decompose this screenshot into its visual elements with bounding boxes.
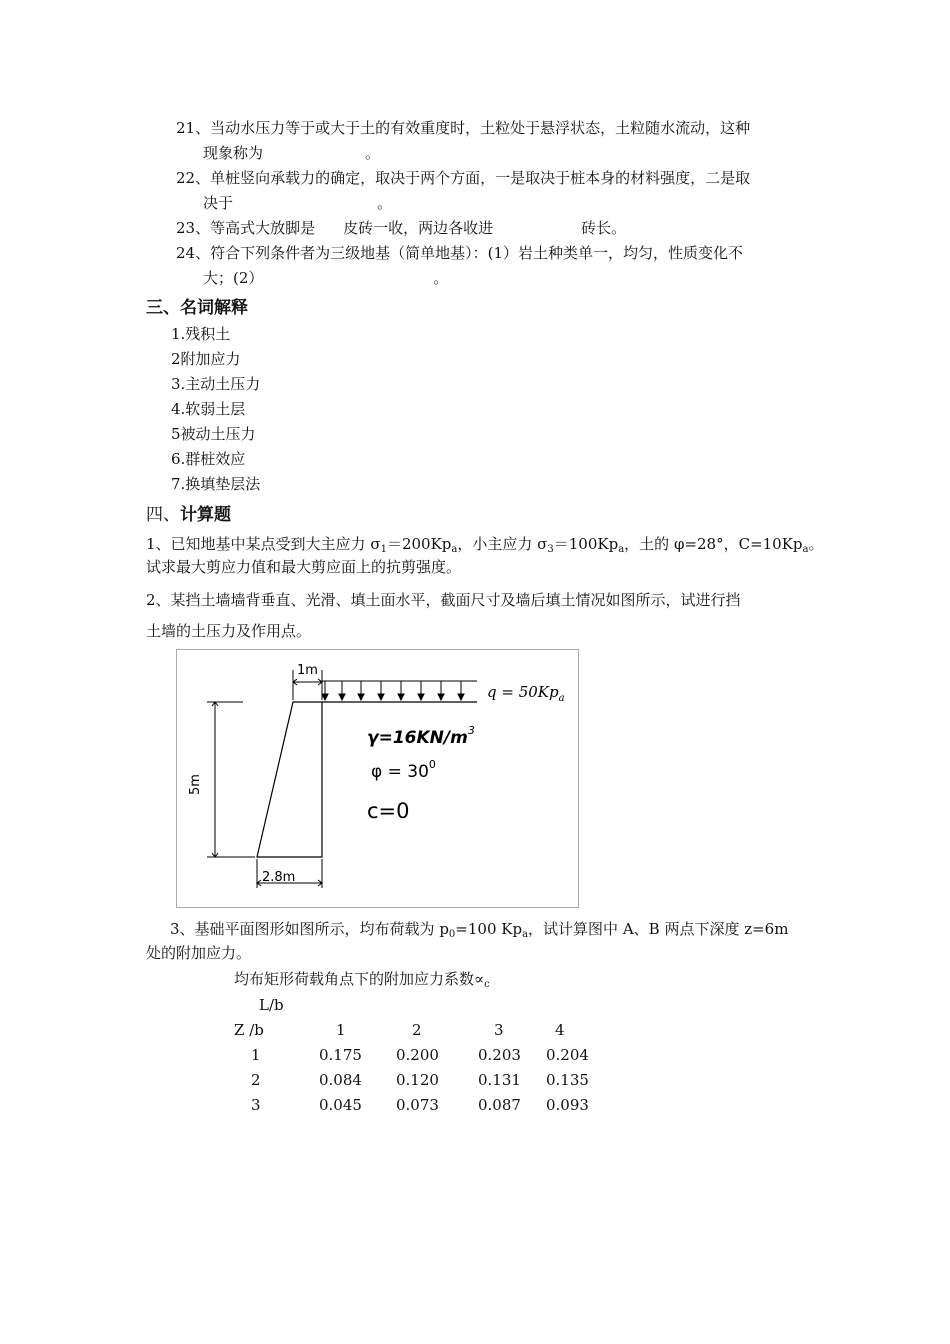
table-cell: 0.203	[478, 1046, 521, 1064]
table-col-header: 1	[336, 1021, 346, 1039]
term-item: 3.主动土压力	[171, 375, 261, 393]
height-dimension	[207, 702, 255, 857]
question-22-line2: 决于 。	[203, 194, 393, 212]
table-row-z: 3	[251, 1096, 261, 1114]
table-cell: 0.200	[396, 1046, 439, 1064]
table-caption: 均布矩形荷载角点下的附加应力系数$\propto_c$	[234, 970, 490, 990]
table-cell: 0.087	[478, 1096, 521, 1114]
term-item: 5被动土压力	[171, 425, 256, 443]
table-cell: 0.204	[546, 1046, 589, 1064]
table-col-header: 3	[494, 1021, 504, 1039]
term-item: 6.群桩效应	[171, 450, 246, 468]
section-4-title: 四、计算题	[146, 505, 231, 525]
question-21-line1: 21、当动水压力等于或大于土的有效重度时，土粒处于悬浮状态，土粒随水流动，这种	[176, 119, 751, 137]
table-cell: 0.084	[319, 1071, 362, 1089]
height-label: 5m	[188, 774, 203, 795]
table-header-lb: L/b	[259, 996, 284, 1014]
question-23: 23、等高式大放脚是 皮砖一收，两边各收进 砖长。	[176, 219, 627, 237]
section-3-title: 三、名词解释	[146, 298, 248, 318]
table-cell: 0.175	[319, 1046, 362, 1064]
calc-question-1-line2: 试求最大剪应力值和最大剪应面上的抗剪强度。	[146, 558, 462, 576]
table-col-header: 4	[555, 1021, 565, 1039]
question-21-line2: 现象称为 。	[203, 144, 381, 162]
load-label: $q = 50Kp_a$	[487, 683, 565, 704]
table-cell: 0.045	[319, 1096, 362, 1114]
table-col-header: 2	[412, 1021, 422, 1039]
term-item: 1.残积土	[171, 325, 231, 343]
friction-angle-label: $\varphi = 30^0$	[371, 758, 436, 782]
unit-weight-label: $\gamma=16KN/m^3$	[367, 724, 475, 748]
calc-question-2-line1: 2、某挡土墙墙背垂直、光滑、填土面水平，截面尺寸及墙后填土情况如图所示，试进行挡	[146, 591, 741, 609]
question-22-line1: 22、单桩竖向承载力的确定，取决于两个方面，一是取决于桩本身的材料强度，二是取	[176, 169, 751, 187]
term-item: 7.换填垫层法	[171, 475, 261, 493]
table-cell: 0.120	[396, 1071, 439, 1089]
wall-shape	[257, 702, 322, 857]
table-cell: 0.135	[546, 1071, 589, 1089]
load-arrows	[322, 681, 464, 700]
question-24-line2: 大；(2） 。	[203, 269, 449, 287]
calc-question-2-line2: 土墙的土压力及作用点。	[146, 622, 312, 640]
table-row-z: 2	[251, 1071, 261, 1089]
top-width-label: 1m	[297, 663, 318, 678]
retaining-wall-diagram	[176, 649, 579, 908]
table-cell: 0.131	[478, 1071, 521, 1089]
bottom-width-label: 2.8m	[262, 870, 296, 885]
term-item: 4.软弱土层	[171, 400, 246, 418]
question-24-line1: 24、符合下列条件者为三级地基（简单地基）：(1）岩土种类单一，均匀，性质变化不	[176, 244, 743, 262]
table-cell: 0.073	[396, 1096, 439, 1114]
table-cell: 0.093	[546, 1096, 589, 1114]
table-header-zb: Z /b	[234, 1021, 264, 1039]
calc-question-3-line1: 3、基础平面图形如图所示，均布荷载为 $p_0=100$ $Kp_a$，试计算图中 A、B 两点下深度 z=6m	[170, 920, 789, 940]
cohesion-label: c=0	[367, 799, 410, 823]
term-item: 2附加应力	[171, 350, 241, 368]
calc-question-1-line1: 1、已知地基中某点受到大主应力 $\sigma_1=200Kp_a$，小主应力 $\sigma_3=100Kp_a$，土的 φ=28°，$C=10Kp_a$。	[146, 535, 824, 555]
calc-question-3-line2: 处的附加应力。	[146, 944, 252, 962]
table-row-z: 1	[251, 1046, 261, 1064]
